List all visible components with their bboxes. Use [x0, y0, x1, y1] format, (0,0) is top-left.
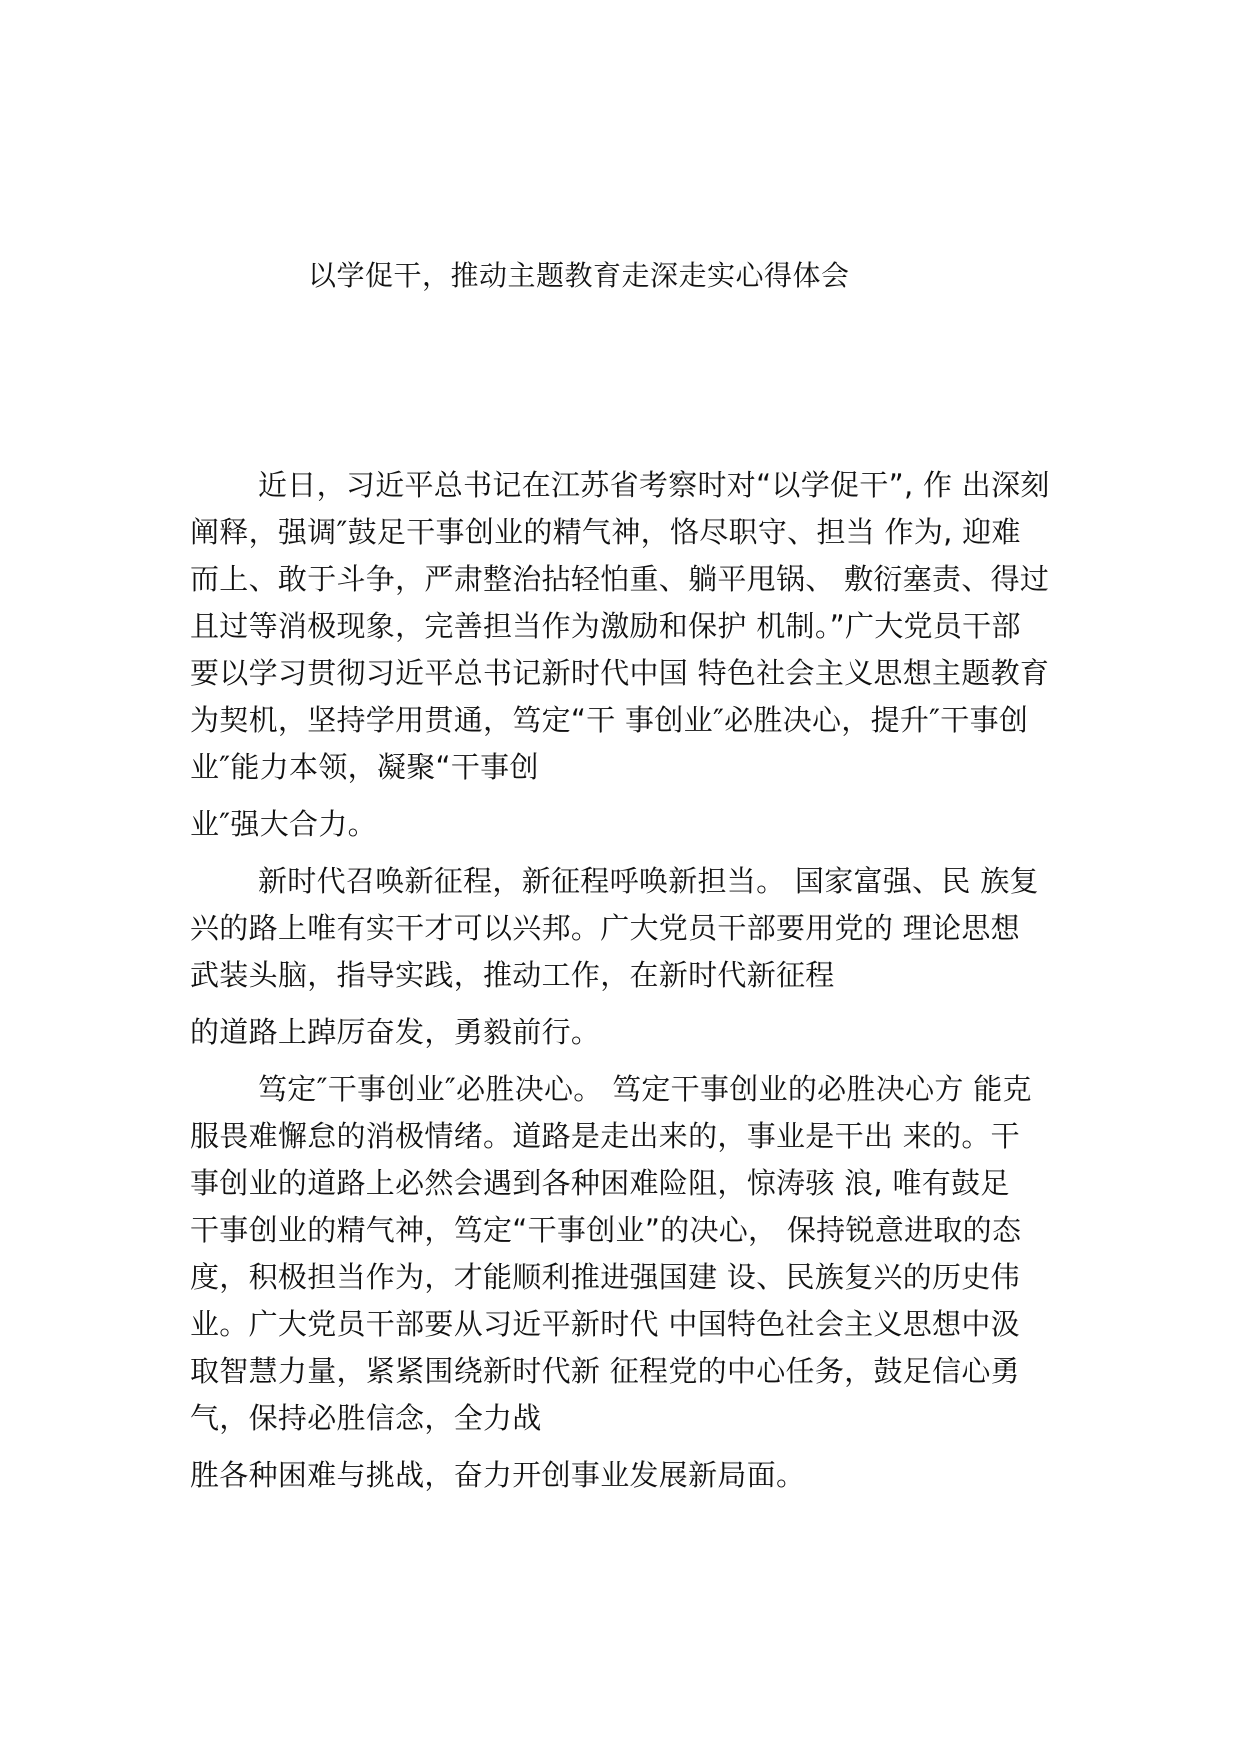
document-title: 以学促干，推动主题教育走深走实心得体会 — [308, 259, 850, 292]
body-line: 而上、敢于斗争，严肃整治拈轻怕重、躺平甩锅、 敷衍塞责、得过 — [190, 562, 1050, 596]
body-line: 干事创业的精气神，笃定“干事创业”的决心， 保持锐意进取的态 — [190, 1213, 1022, 1247]
body-line: 武装头脑，指导实践，推动工作，在新时代新征程 — [190, 958, 835, 992]
document-body — [190, 462, 1070, 1499]
body-line: 服畏难懈怠的消极情绪。道路是走出来的，事业是干出 来的。干 — [190, 1119, 1020, 1153]
body-line: 阐释，强调″鼓足干事创业的精气神，恪尽职守、担当 作为, 迎难 — [190, 515, 1021, 549]
body-line: 且过等消极现象，完善担当作为激励和保护 机制。”广大党员干部 — [190, 609, 1021, 643]
body-line: 业。广大党员干部要从习近平新时代 中国特色社会主义思想中汲 — [190, 1307, 1020, 1341]
body-line: 近日，习近平总书记在江苏省考察时对“以学促干”, 作 出深刻 — [258, 468, 1050, 502]
body-line: 胜各种困难与挑战，奋力开创事业发展新局面。 — [190, 1458, 806, 1492]
body-line: 事创业的道路上必然会遇到各种困难险阻，惊涛骇 浪, 唯有鼓足 — [190, 1166, 1010, 1200]
body-line: 新时代召唤新征程，新征程呼唤新担当。 国家富强、民 族复 — [258, 864, 1039, 898]
body-line: 的道路上踔厉奋发，勇毅前行。 — [190, 1015, 601, 1049]
body-line: 气，保持必胜信念，全力战 — [190, 1401, 542, 1435]
body-line: 要以学习贯彻习近平总书记新时代中国 特色社会主义思想主题教育 — [190, 656, 1050, 690]
body-line: 为契机，坚持学用贯通，笃定“干 事创业″必胜决心，提升″干事创 — [190, 703, 1029, 737]
body-line: 业″能力本领，凝聚“干事创 — [190, 750, 539, 784]
body-line: 笃定″干事创业″必胜决心。 笃定干事创业的必胜决心方 能克 — [258, 1072, 1032, 1106]
body-line: 业″强大合力。 — [190, 807, 377, 841]
body-line: 度，积极担当作为，才能顺利推进强国建 设、民族复兴的历史伟 — [190, 1260, 1020, 1294]
body-line: 兴的路上唯有实干才可以兴邦。广大党员干部要用党的 理论思想 — [190, 911, 1020, 945]
body-line: 取智慧力量，紧紧围绕新时代新 征程党的中心任务，鼓足信心勇 — [190, 1354, 1020, 1388]
